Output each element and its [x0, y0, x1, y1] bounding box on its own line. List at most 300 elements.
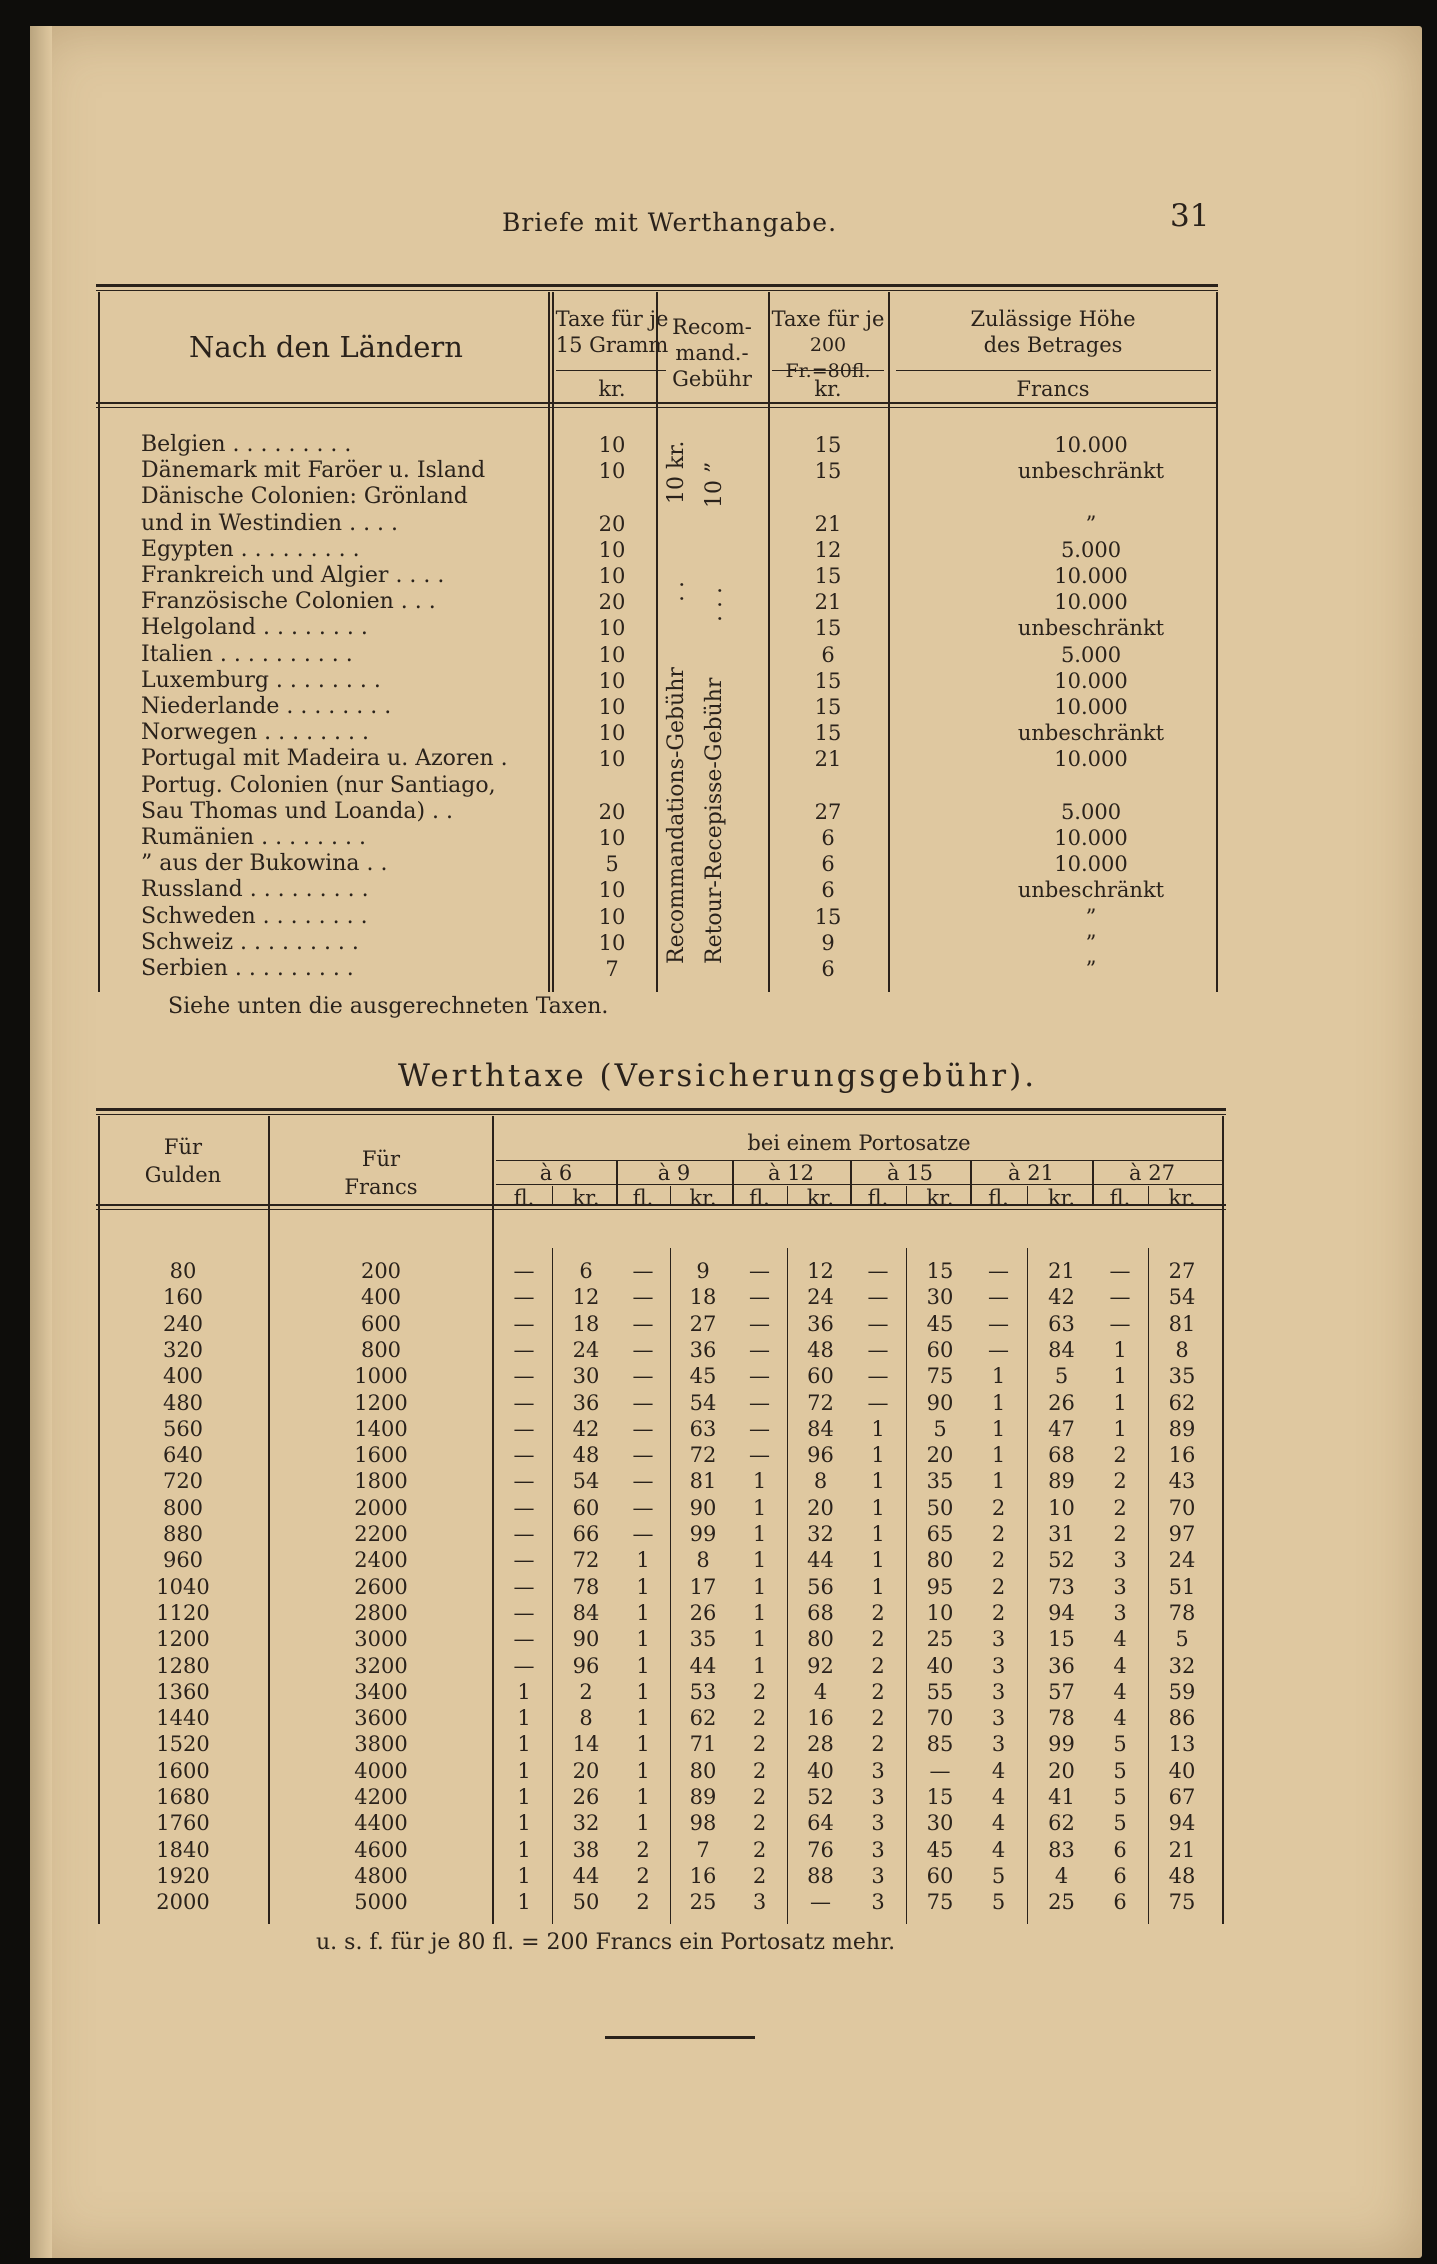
header-fuer-gulden: Für [163, 1135, 203, 1159]
kr-value: 72 [807, 1390, 834, 1415]
fl-kr-divider [787, 1186, 788, 1206]
kr-value: 10 [926, 1600, 954, 1625]
fl-value: — [513, 1416, 535, 1441]
kr-value: 20 [926, 1443, 954, 1468]
kr-value: — [810, 1890, 831, 1915]
rate-header: à 21 [1008, 1161, 1054, 1185]
max-amount: unbeschränkt [1017, 459, 1165, 484]
country-name: Sau Thomas und Loanda) . . [141, 798, 454, 824]
header-recom-line1: Recom- [672, 315, 752, 339]
francs-value: 3800 [354, 1732, 408, 1757]
fl-value: 2 [871, 1627, 885, 1652]
fl-value: 1 [871, 1469, 885, 1494]
gulden-value: 880 [162, 1522, 204, 1546]
kr-value: 96 [807, 1443, 834, 1468]
kr-value: 16 [689, 1863, 717, 1888]
kr-value: 8 [813, 1469, 828, 1494]
kr-subheader: kr. [689, 1186, 717, 1210]
taxe200-value: 15 [814, 616, 842, 641]
taxe-value: 10 [598, 537, 626, 562]
kr-value: 80 [926, 1548, 954, 1573]
taxe200-value: 9 [821, 930, 835, 955]
fl-value: 2 [636, 1863, 650, 1888]
fl-value: — [632, 1469, 654, 1494]
fl-value: 1 [752, 1548, 767, 1573]
taxe200-value: 6 [821, 878, 835, 903]
kr-value: 88 [807, 1863, 834, 1888]
fl-value: 1 [517, 1811, 531, 1836]
kr-value: 81 [689, 1469, 717, 1494]
kr-value: 60 [926, 1337, 954, 1362]
fl-value: — [867, 1390, 889, 1415]
kr-value: 44 [807, 1548, 834, 1573]
kr-value: 92 [807, 1653, 834, 1678]
kr-value: 85 [926, 1732, 954, 1757]
country-name: Egypten . . . . . . . . . [141, 536, 360, 562]
fl-value: 1 [871, 1495, 885, 1520]
fl-value: — [1109, 1259, 1131, 1283]
kr-value: 71 [689, 1732, 717, 1757]
kr-value: 12 [807, 1259, 834, 1283]
fl-value: 2 [991, 1600, 1006, 1625]
fl-value: 1 [752, 1522, 767, 1546]
fl-subheader: fl. [988, 1186, 1009, 1210]
fl-value: 3 [991, 1679, 1006, 1704]
fl-value: — [632, 1364, 654, 1389]
fl-value: 1 [517, 1679, 531, 1704]
kr-value: 48 [807, 1337, 834, 1362]
kr-value: 31 [1048, 1522, 1075, 1546]
max-amount: 10.000 [1054, 826, 1128, 850]
fl-value: — [513, 1522, 535, 1546]
fl-value: 1 [752, 1600, 767, 1625]
header-country: Nach den Ländern [189, 330, 463, 364]
francs-value: 2000 [354, 1495, 408, 1520]
taxe-value: 10 [598, 826, 626, 850]
kr-value: 54 [1168, 1285, 1196, 1310]
gulden-value: 1440 [156, 1706, 210, 1731]
header-hoehe-line2: des Betrages [983, 333, 1123, 357]
kr-value: 12 [572, 1285, 600, 1310]
fl-value: 3 [1113, 1600, 1127, 1625]
kr-value: 18 [689, 1285, 717, 1310]
taxe200-value: 15 [814, 721, 842, 746]
fl-value: 2 [991, 1548, 1006, 1573]
kr-value: 97 [1168, 1522, 1196, 1546]
fl-value: 2 [752, 1811, 767, 1836]
taxe-value: 10 [598, 721, 626, 746]
fl-value: 3 [991, 1653, 1006, 1678]
fl-value: — [513, 1548, 535, 1573]
fl-value: 6 [1113, 1863, 1127, 1888]
taxe200-value: 15 [814, 564, 842, 588]
fl-value: 2 [1113, 1495, 1127, 1520]
kr-subheader: kr. [572, 1186, 600, 1210]
gulden-value: 560 [162, 1416, 204, 1441]
fl-value: 1 [636, 1785, 650, 1809]
max-amount: 5.000 [1060, 537, 1122, 562]
fl-subheader: fl. [867, 1186, 889, 1210]
gulden-value: 80 [169, 1259, 197, 1283]
fl-value: 3 [871, 1890, 885, 1915]
header-recom-line3: Gebühr [672, 367, 752, 391]
kr-value: 26 [1048, 1390, 1075, 1415]
max-amount: 10.000 [1054, 564, 1128, 588]
kr-value: 99 [689, 1522, 717, 1546]
taxe200-value: 15 [814, 459, 842, 484]
fl-value: — [513, 1390, 535, 1415]
country-name: ” aus der Bukowina . . [141, 851, 388, 877]
gulden-value: 1600 [156, 1758, 210, 1783]
kr-value: 48 [572, 1443, 600, 1468]
country-name: Portug. Colonien (nur Santiago, [141, 772, 496, 798]
fl-value: — [513, 1574, 535, 1599]
kr-value: 65 [926, 1522, 954, 1546]
francs-value: 2800 [354, 1600, 408, 1625]
taxe-value: 10 [598, 904, 626, 929]
fl-value: 2 [1113, 1469, 1127, 1494]
francs-value: 3200 [354, 1653, 408, 1678]
kr-value: 15 [1048, 1627, 1075, 1652]
rate-header: à 12 [768, 1161, 814, 1185]
kr-value: 24 [1168, 1548, 1196, 1573]
kr-value: 21 [1048, 1259, 1075, 1283]
fl-value: 4 [1113, 1627, 1127, 1652]
fl-value: 1 [517, 1863, 531, 1888]
header-taxe200-line2: 200 Fr.=80fl. [785, 334, 871, 382]
fl-kr-divider [1148, 1186, 1149, 1206]
francs-value: 4800 [354, 1863, 408, 1888]
taxe-value: 10 [598, 616, 626, 641]
fl-value: — [749, 1390, 770, 1415]
francs-value: 400 [360, 1285, 402, 1310]
fl-value: — [513, 1259, 535, 1283]
fl-value: 1 [991, 1364, 1006, 1389]
fl-value: 1 [636, 1732, 650, 1757]
retour-vertical-label: Retour-Recepisse-Gebühr [702, 677, 727, 964]
taxe200-value: 6 [821, 957, 835, 981]
kr-value: 83 [1048, 1837, 1075, 1862]
country-name: Helgoland . . . . . . . . [141, 615, 368, 641]
kr-value: 48 [1168, 1863, 1196, 1888]
taxe200-value: 6 [821, 852, 835, 877]
kr-value: 20 [1048, 1758, 1075, 1783]
fl-value: — [1109, 1311, 1131, 1336]
kr-value: 20 [807, 1495, 834, 1520]
gulden-value: 800 [162, 1495, 204, 1520]
kr-value: 89 [1048, 1469, 1075, 1494]
kr-subheader: kr. [1047, 1186, 1076, 1210]
kr-value: 90 [926, 1390, 954, 1415]
country-tax-table [96, 284, 1218, 992]
fl-value: 4 [991, 1785, 1006, 1809]
kr-value: 21 [1168, 1837, 1196, 1862]
fl-value: 1 [517, 1785, 531, 1809]
fl-subheader: fl. [513, 1186, 535, 1210]
kr-value: 98 [689, 1811, 717, 1836]
kr-value: 7 [696, 1837, 710, 1862]
kr-value: 78 [1168, 1600, 1196, 1625]
fl-value: — [513, 1311, 535, 1336]
recom-vertical-label: Recommandations-Gebühr [664, 667, 689, 964]
kr-value: 80 [807, 1627, 834, 1652]
kr-value: 50 [572, 1890, 600, 1915]
kr-value: 26 [689, 1600, 717, 1625]
kr-value: 24 [807, 1285, 834, 1310]
rate-header: à 27 [1129, 1161, 1175, 1185]
kr-value: 42 [1048, 1285, 1075, 1310]
kr-value: 16 [807, 1706, 834, 1731]
kr-value: 47 [1048, 1416, 1075, 1441]
fl-value: 1 [636, 1548, 650, 1573]
country-name: Luxemburg . . . . . . . . [141, 667, 381, 693]
kr-value: 60 [807, 1364, 834, 1389]
fl-value: 1 [991, 1469, 1006, 1494]
fl-value: 1 [517, 1890, 531, 1915]
kr-value: 2 [579, 1679, 593, 1704]
kr-value: 90 [572, 1627, 600, 1652]
retour-top-amount: 10 ” [702, 461, 727, 508]
header-taxe-line2: 15 Gramm [555, 333, 669, 357]
fl-value: 4 [991, 1837, 1006, 1862]
gulden-value: 1760 [156, 1811, 210, 1836]
kr-value: 51 [1168, 1574, 1196, 1599]
fl-value: — [513, 1653, 535, 1678]
fl-value: 1 [991, 1443, 1006, 1468]
fl-value: 1 [636, 1811, 650, 1836]
fl-value: — [513, 1285, 535, 1310]
taxe200-value: 21 [814, 511, 842, 536]
fl-value: — [513, 1469, 535, 1494]
taxe-value: 10 [598, 642, 626, 667]
kr-value: 17 [689, 1574, 717, 1599]
kr-value: 63 [689, 1416, 717, 1441]
kr-value: 28 [807, 1732, 834, 1757]
kr-value: 53 [689, 1679, 717, 1704]
fl-subheader: fl. [749, 1186, 770, 1210]
kr-value: 42 [572, 1416, 600, 1441]
country-name: und in Westindien . . . . [141, 510, 399, 536]
closing-rule [605, 2036, 755, 2039]
fl-value: 2 [991, 1495, 1006, 1520]
taxe-value: 7 [605, 957, 619, 981]
max-amount: 5.000 [1060, 799, 1122, 824]
kr-value: 99 [1048, 1732, 1075, 1757]
kr-value: 30 [926, 1285, 954, 1310]
fl-value: 1 [991, 1390, 1006, 1415]
rate-header: à 6 [539, 1161, 573, 1185]
kr-value: 26 [572, 1785, 600, 1809]
kr-subheader: kr. [806, 1186, 835, 1210]
kr-value: 5 [933, 1416, 947, 1441]
kr-value: 36 [689, 1337, 717, 1362]
fl-value: — [632, 1416, 654, 1441]
kr-value: 13 [1168, 1732, 1196, 1757]
fl-value: 1 [517, 1758, 531, 1783]
fl-value: 2 [871, 1600, 885, 1625]
max-amount: unbeschränkt [1017, 878, 1165, 903]
taxe-value: 10 [598, 930, 626, 955]
francs-value: 2600 [354, 1574, 408, 1599]
rate-header: à 9 [657, 1161, 691, 1185]
francs-value: 1400 [354, 1416, 408, 1441]
kr-value: 41 [1048, 1785, 1075, 1809]
fl-value: — [988, 1337, 1009, 1362]
gulden-value: 1360 [156, 1679, 210, 1704]
fl-value: 1 [517, 1706, 531, 1731]
kr-value: 44 [689, 1653, 717, 1678]
kr-subheader: kr. [926, 1186, 954, 1210]
fl-kr-divider [1148, 1248, 1149, 1924]
francs-value: 4600 [354, 1837, 408, 1862]
fl-value: 2 [752, 1679, 767, 1704]
fl-value: 2 [1113, 1443, 1127, 1468]
fl-value: 2 [752, 1758, 767, 1783]
header-gulden: Gulden [144, 1163, 222, 1187]
max-amount: 5.000 [1060, 642, 1122, 667]
gulden-value: 400 [162, 1364, 204, 1389]
kr-value: 86 [1168, 1706, 1196, 1731]
fl-value: 2 [871, 1653, 885, 1678]
page [30, 26, 1422, 2258]
taxe-value: 20 [598, 799, 626, 824]
kr-value: 75 [1168, 1890, 1196, 1915]
page-edge [30, 26, 52, 2258]
fl-value: 3 [991, 1706, 1006, 1731]
kr-value: 84 [807, 1416, 834, 1441]
fl-value: 3 [871, 1837, 885, 1862]
kr-value: 40 [926, 1653, 954, 1678]
fl-value: 3 [871, 1863, 885, 1888]
header-recom-line2: mand.- [675, 341, 749, 365]
francs-value: 2400 [354, 1548, 408, 1573]
section-heading: Werthtaxe (Versicherungsgebühr). [398, 1058, 1038, 1094]
fl-value: 3 [871, 1785, 885, 1809]
fl-subheader: fl. [632, 1186, 654, 1210]
fl-value: — [867, 1364, 889, 1389]
kr-value: 50 [926, 1495, 954, 1520]
max-amount: ” [1085, 957, 1097, 981]
fl-kr-divider [787, 1248, 788, 1924]
kr-value: 32 [572, 1811, 600, 1836]
fl-kr-divider [906, 1186, 907, 1206]
kr-value: 52 [1048, 1548, 1075, 1573]
kr-value: 81 [1168, 1311, 1196, 1336]
francs-value: 1800 [354, 1469, 408, 1494]
fl-value: — [988, 1259, 1009, 1283]
fl-kr-divider [906, 1248, 907, 1924]
header-francs: Francs [344, 1175, 418, 1199]
kr-value: 75 [926, 1890, 954, 1915]
kr-value: 4 [813, 1679, 828, 1704]
max-amount: 10.000 [1054, 433, 1128, 457]
country-name: Belgien . . . . . . . . . [141, 432, 352, 457]
fl-value: 1 [636, 1627, 650, 1652]
kr-value: 6 [579, 1259, 593, 1283]
fl-value: 1 [517, 1732, 531, 1757]
kr-value: 95 [926, 1574, 954, 1599]
fl-kr-divider [1027, 1186, 1028, 1206]
fl-value: 2 [636, 1890, 650, 1915]
kr-value: 60 [926, 1863, 954, 1888]
fl-value: 1 [1113, 1416, 1127, 1441]
gulden-value: 1200 [156, 1627, 210, 1652]
fl-value: 1 [636, 1706, 650, 1731]
taxe200-value: 15 [814, 904, 842, 929]
francs-value: 5000 [354, 1890, 408, 1915]
fl-value: 2 [871, 1679, 885, 1704]
francs-value: 4000 [354, 1758, 408, 1783]
kr-value: 25 [926, 1627, 954, 1652]
fl-value: — [632, 1337, 654, 1362]
fl-value: 5 [1113, 1732, 1127, 1757]
fl-value: — [632, 1285, 654, 1310]
country-name: Portugal mit Madeira u. Azoren . [141, 746, 508, 772]
footnote: u. s. f. für je 80 fl. = 200 Francs ein Portosatz mehr. [316, 1930, 896, 1955]
fl-value: 2 [752, 1863, 767, 1888]
fl-kr-divider [552, 1186, 553, 1206]
kr-value: 89 [1168, 1416, 1196, 1441]
fl-value: 5 [1113, 1811, 1127, 1836]
taxe-value: 10 [598, 747, 626, 772]
taxe-value: 20 [598, 590, 626, 615]
fl-value: 3 [991, 1627, 1006, 1652]
header-portosatz: bei einem Portosatze [747, 1131, 971, 1155]
fl-kr-divider [670, 1186, 671, 1206]
header-taxe200-unit: kr. [814, 377, 842, 401]
fl-value: 3 [871, 1758, 885, 1783]
fl-value: 1 [636, 1653, 650, 1678]
column-rule [492, 1116, 494, 1924]
gulden-value: 1920 [156, 1863, 210, 1888]
francs-value: 3600 [354, 1706, 408, 1731]
kr-value: 94 [1048, 1600, 1075, 1625]
kr-value: 56 [807, 1574, 834, 1599]
fl-value: — [749, 1443, 770, 1468]
kr-value: 75 [926, 1364, 954, 1389]
francs-value: 3000 [354, 1627, 408, 1652]
kr-value: 64 [807, 1811, 834, 1836]
max-amount: unbeschränkt [1017, 616, 1165, 641]
fl-value: 1 [752, 1653, 767, 1678]
fl-value: 2 [871, 1706, 885, 1731]
fl-value: 2 [752, 1706, 767, 1731]
fl-value: — [513, 1600, 535, 1625]
taxe-value: 10 [598, 564, 626, 588]
taxe200-value: 27 [814, 799, 842, 824]
max-amount: 10.000 [1054, 590, 1128, 615]
fl-value: — [632, 1522, 654, 1546]
fl-value: 6 [1113, 1837, 1127, 1862]
kr-value: 32 [1168, 1653, 1196, 1678]
country-name: Italien . . . . . . . . . . [141, 641, 353, 667]
country-name: Frankreich und Algier . . . . [141, 563, 445, 588]
gulden-value: 160 [162, 1285, 204, 1310]
fl-value: 1 [752, 1469, 767, 1494]
fl-value: 5 [991, 1890, 1006, 1915]
country-name: Französische Colonien . . . [141, 589, 436, 615]
fl-value: — [749, 1337, 770, 1362]
gulden-value: 720 [162, 1469, 204, 1494]
kr-value: 94 [1168, 1811, 1196, 1836]
country-name: Dänische Colonien: Grönland [141, 484, 468, 510]
fl-value: — [513, 1443, 535, 1468]
fl-value: 3 [752, 1890, 767, 1915]
fl-value: 5 [1113, 1758, 1127, 1783]
kr-value: 78 [572, 1574, 600, 1599]
fl-value: — [867, 1259, 889, 1283]
country-name: Rumänien . . . . . . . . [141, 825, 366, 850]
